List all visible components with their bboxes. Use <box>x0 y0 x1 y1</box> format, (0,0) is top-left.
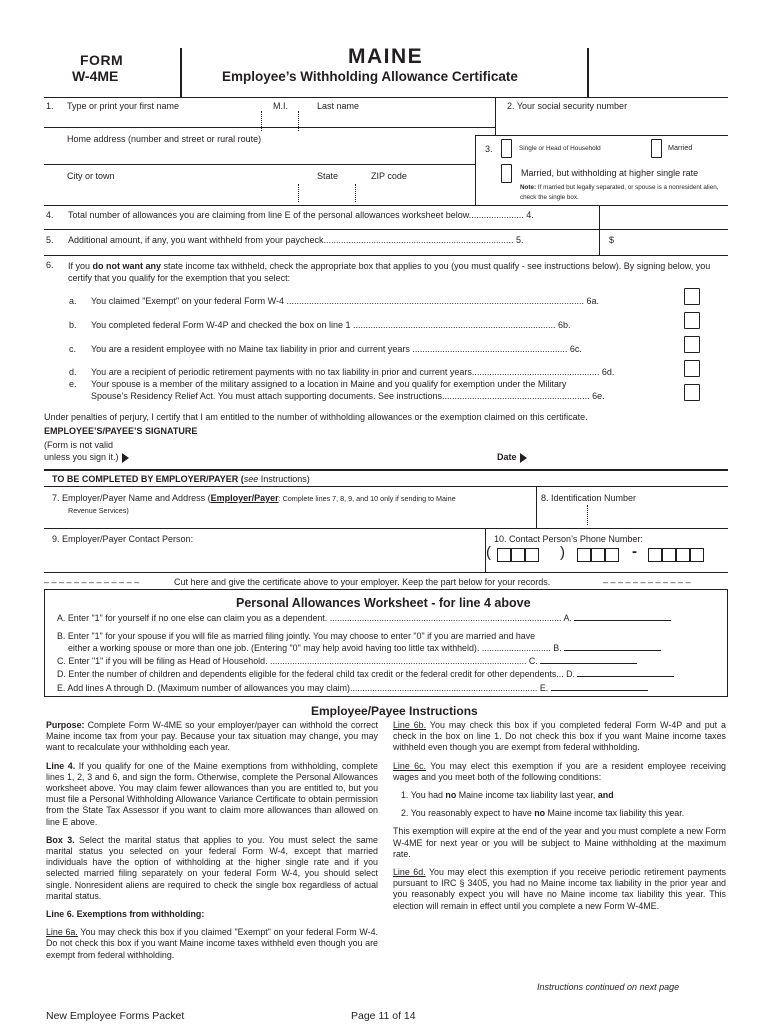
line-1-number: 1. <box>46 101 54 111</box>
exempt-6c-checkbox[interactable] <box>684 336 700 353</box>
header-divider <box>180 48 182 98</box>
single-checkbox[interactable] <box>501 139 512 158</box>
single-label: Single or Head of Household <box>519 145 601 152</box>
worksheet-row-c: C. Enter "1" if you will be filing as Head of Household. ........................................................................................................ C. <box>57 655 718 668</box>
phone-paren-open: ( <box>486 544 491 561</box>
exempt-6d-checkbox[interactable] <box>684 360 700 377</box>
signature-note: (Form is not valid <box>44 440 114 450</box>
rule <box>44 127 495 128</box>
worksheet-b-blank[interactable] <box>564 642 661 651</box>
rule <box>495 97 496 135</box>
footer-page: Page 11 of 14 <box>351 1010 416 1022</box>
worksheet-d-blank[interactable] <box>577 668 674 677</box>
box-3-paragraph: Box 3. Select the marital status that applies to you. You must select the same marital status you selected on your federal Form W-4, except that married individuals have the option of withholding at the higher single rate and if you selected married filing separately on your federal Form W-4, you should select single. Nonresident aliens are required to check the single box regardless of actual marital status. <box>46 834 378 901</box>
worksheet-row-a: A. Enter "1" for yourself if no one else can claim you as a dependent. .............................................................................................. A. <box>57 612 718 625</box>
state-title: MAINE <box>348 45 424 68</box>
separator <box>355 184 356 202</box>
signature-note-2: unless you sign it.) <box>44 452 129 463</box>
date-label: Date <box>497 452 527 463</box>
employer-heading: TO BE COMPLETED BY EMPLOYER/PAYER (see Instructions) <box>52 474 310 484</box>
city-label: City or town <box>67 171 115 181</box>
worksheet-row-b: B. Enter "1" for your spouse if you will file as married filing jointly. You may choose to enter "0" if you are married and have <box>57 631 536 641</box>
rule <box>599 205 600 255</box>
line-6-number: 6. <box>46 260 54 270</box>
signature-label: EMPLOYEE’S/PAYEE’S SIGNATURE <box>44 426 198 436</box>
line-4-number: 4. <box>46 210 54 220</box>
rule <box>475 135 728 136</box>
line-5-number: 5. <box>46 235 54 245</box>
rule <box>475 135 476 205</box>
home-address-label: Home address (number and street or rural route) <box>67 134 262 144</box>
married-checkbox[interactable] <box>651 139 662 158</box>
last-name-label: Last name <box>317 101 360 111</box>
line-6-heading: Line 6. Exemptions from withholding: <box>46 909 205 920</box>
line-6c-paragraph: Line 6c. You may elect this exemption if you are a resident employee receiving wages and you meet both of the following conditions: <box>393 760 726 782</box>
line-6c-label: You are a resident employee with no Maine tax liability in prior and current years .............................................................. 6c. <box>91 344 582 354</box>
phone-digit[interactable] <box>591 548 605 562</box>
worksheet-e-blank[interactable] <box>551 682 648 691</box>
instructions-title: Employee/Payee Instructions <box>311 704 478 718</box>
instructions-right-column <box>393 720 726 919</box>
phone-digit[interactable] <box>690 548 704 562</box>
marital-note: Note: If married but legally separated, or spouse is a nonresident alien, check the single box. <box>520 184 719 201</box>
line-6b-label: You completed federal Form W-4P and checked the box on line 1 ................................................................................. 6b. <box>91 320 571 330</box>
worksheet-c-blank[interactable] <box>540 655 637 664</box>
line-6e-letter: e. <box>69 379 77 389</box>
line-6e-label: Your spouse is a member of the military assigned to a location in Maine and you qualify for exemption under the Military <box>91 379 567 389</box>
phone-dash: - <box>632 543 637 560</box>
line-6c-letter: c. <box>69 344 77 354</box>
worksheet-row-d: D. Enter the number of children and dependents eligible for the federal child tax credit or the federal credit for other dependents... D. <box>57 668 718 681</box>
zip-label: ZIP code <box>371 171 407 181</box>
line-6a-letter: a. <box>69 296 77 306</box>
line-6b-letter: b. <box>69 320 77 330</box>
cut-dashes-right: – – – – – – – – – – – – <box>603 577 691 587</box>
cut-instruction: Cut here and give the certificate above to your employer. Keep the part below for your records. <box>174 577 551 587</box>
line-4-paragraph: Line 4. If you qualify for one of the Maine exemptions from withholding, complete lines 1, 2, 3 and 6, and sign the form. Otherwise, complete the Personal Allowances worksheet above. You may claim fewer allowances than you are entitled to, but you must file a Personal Withholding Allowance Variance Certificate to obtain permission from the State Tax Assessor if you want to claim more allowances than allowed on line E above. <box>46 760 378 827</box>
header-divider-right <box>587 48 589 98</box>
rule <box>44 486 728 487</box>
expire-paragraph: This exemption will expire at the end of the year and you must complete a new Form W-4ME for next year or you will be subject to Maine withholding at the maximum rate. <box>393 826 726 859</box>
worksheet-row-b2: either a working spouse or more than one job. (Entering "0" may help avoid having too little tax withheld). ............................ B. <box>57 642 718 655</box>
phone-digit[interactable] <box>511 548 525 562</box>
ssn-label: 2. Your social security number <box>507 101 628 111</box>
married-higher-label: Married, but withholding at higher single rate <box>521 168 699 178</box>
phone-digit[interactable] <box>497 548 511 562</box>
condition-1: 1. You had no Maine income tax liability last year, and <box>401 790 614 801</box>
arrow-right-icon <box>520 453 527 463</box>
employer-name-label-2: Revenue Services) <box>68 506 129 515</box>
rule <box>44 469 728 471</box>
phone-digit[interactable] <box>648 548 662 562</box>
form-label: FORM <box>80 52 124 68</box>
rule <box>44 572 728 573</box>
phone-digit[interactable] <box>676 548 690 562</box>
phone-digit[interactable] <box>577 548 591 562</box>
form-title: Employee’s Withholding Allowance Certificate <box>222 69 518 84</box>
exempt-6a-checkbox[interactable] <box>684 288 700 305</box>
rule <box>44 229 728 230</box>
line-6b-paragraph: Line 6b. You may check this box if you completed federal Form W-4P and put a check in the box on line 1. Do not check this box if you want Maine income taxes withheld even though you are exempt from federal withholding. <box>393 720 726 753</box>
rule <box>44 205 728 206</box>
rule <box>44 255 728 256</box>
state-label: State <box>317 171 339 181</box>
worksheet-row-e: E. Add lines A through D. (Maximum number of allowances you may claim)............................................................................ E. <box>57 682 718 695</box>
mi-label: M.I. <box>273 101 288 111</box>
married-higher-checkbox[interactable] <box>501 164 512 183</box>
dollar-sign: $ <box>609 235 615 245</box>
line-6-text: If you do not want any state income tax withheld, check the appropriate box that applies to you (you must qualify - see instructions below). By signing below, you certify that you qualify for the exemption that you select: <box>68 261 711 283</box>
worksheet-title: Personal Allowances Worksheet - for line 4 above <box>236 596 531 610</box>
line-6e-label-2: Spouse’s Residency Relief Act. You must attach supporting documents. See instructions........................................................... 6e. <box>91 391 605 401</box>
separator <box>587 505 588 525</box>
separator <box>261 111 262 131</box>
exempt-6b-checkbox[interactable] <box>684 312 700 329</box>
line-5-label: Additional amount, if any, you want withheld from your paycheck............................................................................ 5. <box>68 235 524 245</box>
line-6d-letter: d. <box>69 367 77 377</box>
phone-digit[interactable] <box>525 548 539 562</box>
rule <box>536 486 537 528</box>
exempt-6e-checkbox[interactable] <box>684 384 700 401</box>
arrow-right-icon <box>122 453 129 463</box>
line-6a-label: You claimed "Exempt" on your federal Form W-4 ....................................................................................................................... 6a. <box>91 296 600 306</box>
perjury-statement: Under penalties of perjury, I certify that I am entitled to the number of withholding allowances or the exemption claimed on this certificate. <box>44 412 588 422</box>
form-code: W-4ME <box>72 68 119 84</box>
condition-2: 2. You reasonably expect to have no Maine income tax liability this year. <box>401 808 685 819</box>
line-4-label: Total number of allowances you are claiming from line E of the personal allowances worksheet below...................... 4. <box>68 210 534 220</box>
line-6a-paragraph: Line 6a. You may check this box if you claimed "Exempt" on your federal Form W-4. Do not check this box if you want Maine income taxes withheld even though you are exempt from federal withholding. <box>46 927 378 960</box>
first-name-label: Type or print your first name <box>67 101 180 111</box>
cut-dashes-left: – – – – – – – – – – – – – <box>44 577 140 587</box>
separator <box>298 184 299 202</box>
rule <box>44 528 728 529</box>
footer-packet: New Employee Forms Packet <box>46 1010 185 1022</box>
instructions-left-column <box>46 720 378 968</box>
line-3-number: 3. <box>485 144 493 154</box>
married-label: Married <box>668 143 693 152</box>
line-6d-paragraph: Line 6d. You may elect this exemption if you receive periodic retirement payments pursuant to IRC § 3405, you had no Maine income tax liability in the prior year and you reasonably expect you will have no Maine income tax liability this year. This election will remain in effect until you complete a new Form W-4ME. <box>393 867 726 911</box>
worksheet-a-blank[interactable] <box>574 612 671 621</box>
rule <box>44 164 475 165</box>
phone-label: 10. Contact Person’s Phone Number: <box>494 534 643 544</box>
contact-person-label: 9. Employer/Payer Contact Person: <box>52 534 194 544</box>
phone-digit[interactable] <box>605 548 619 562</box>
employer-name-label: 7. Employer/Payer Name and Address (Employer/Payer: Complete lines 7, 8, 9, and 10 only if sending to Maine <box>52 493 456 503</box>
continued-note: Instructions continued on next page <box>537 982 680 992</box>
purpose-paragraph: Purpose: Complete Form W-4ME so your employer/payer can withhold the correct Maine income tax from your pay. Because your tax situation may change, you may want to recalculate your withholding each year. <box>46 720 378 753</box>
line-6d-label: You are a recipient of periodic retirement payments with no tax liability in prior and current years................................................... 6d. <box>91 367 615 377</box>
id-number-label: 8. Identification Number <box>541 493 637 503</box>
phone-digit[interactable] <box>662 548 676 562</box>
rule <box>44 97 728 98</box>
phone-paren-close: ) <box>560 544 565 561</box>
separator <box>298 111 299 131</box>
